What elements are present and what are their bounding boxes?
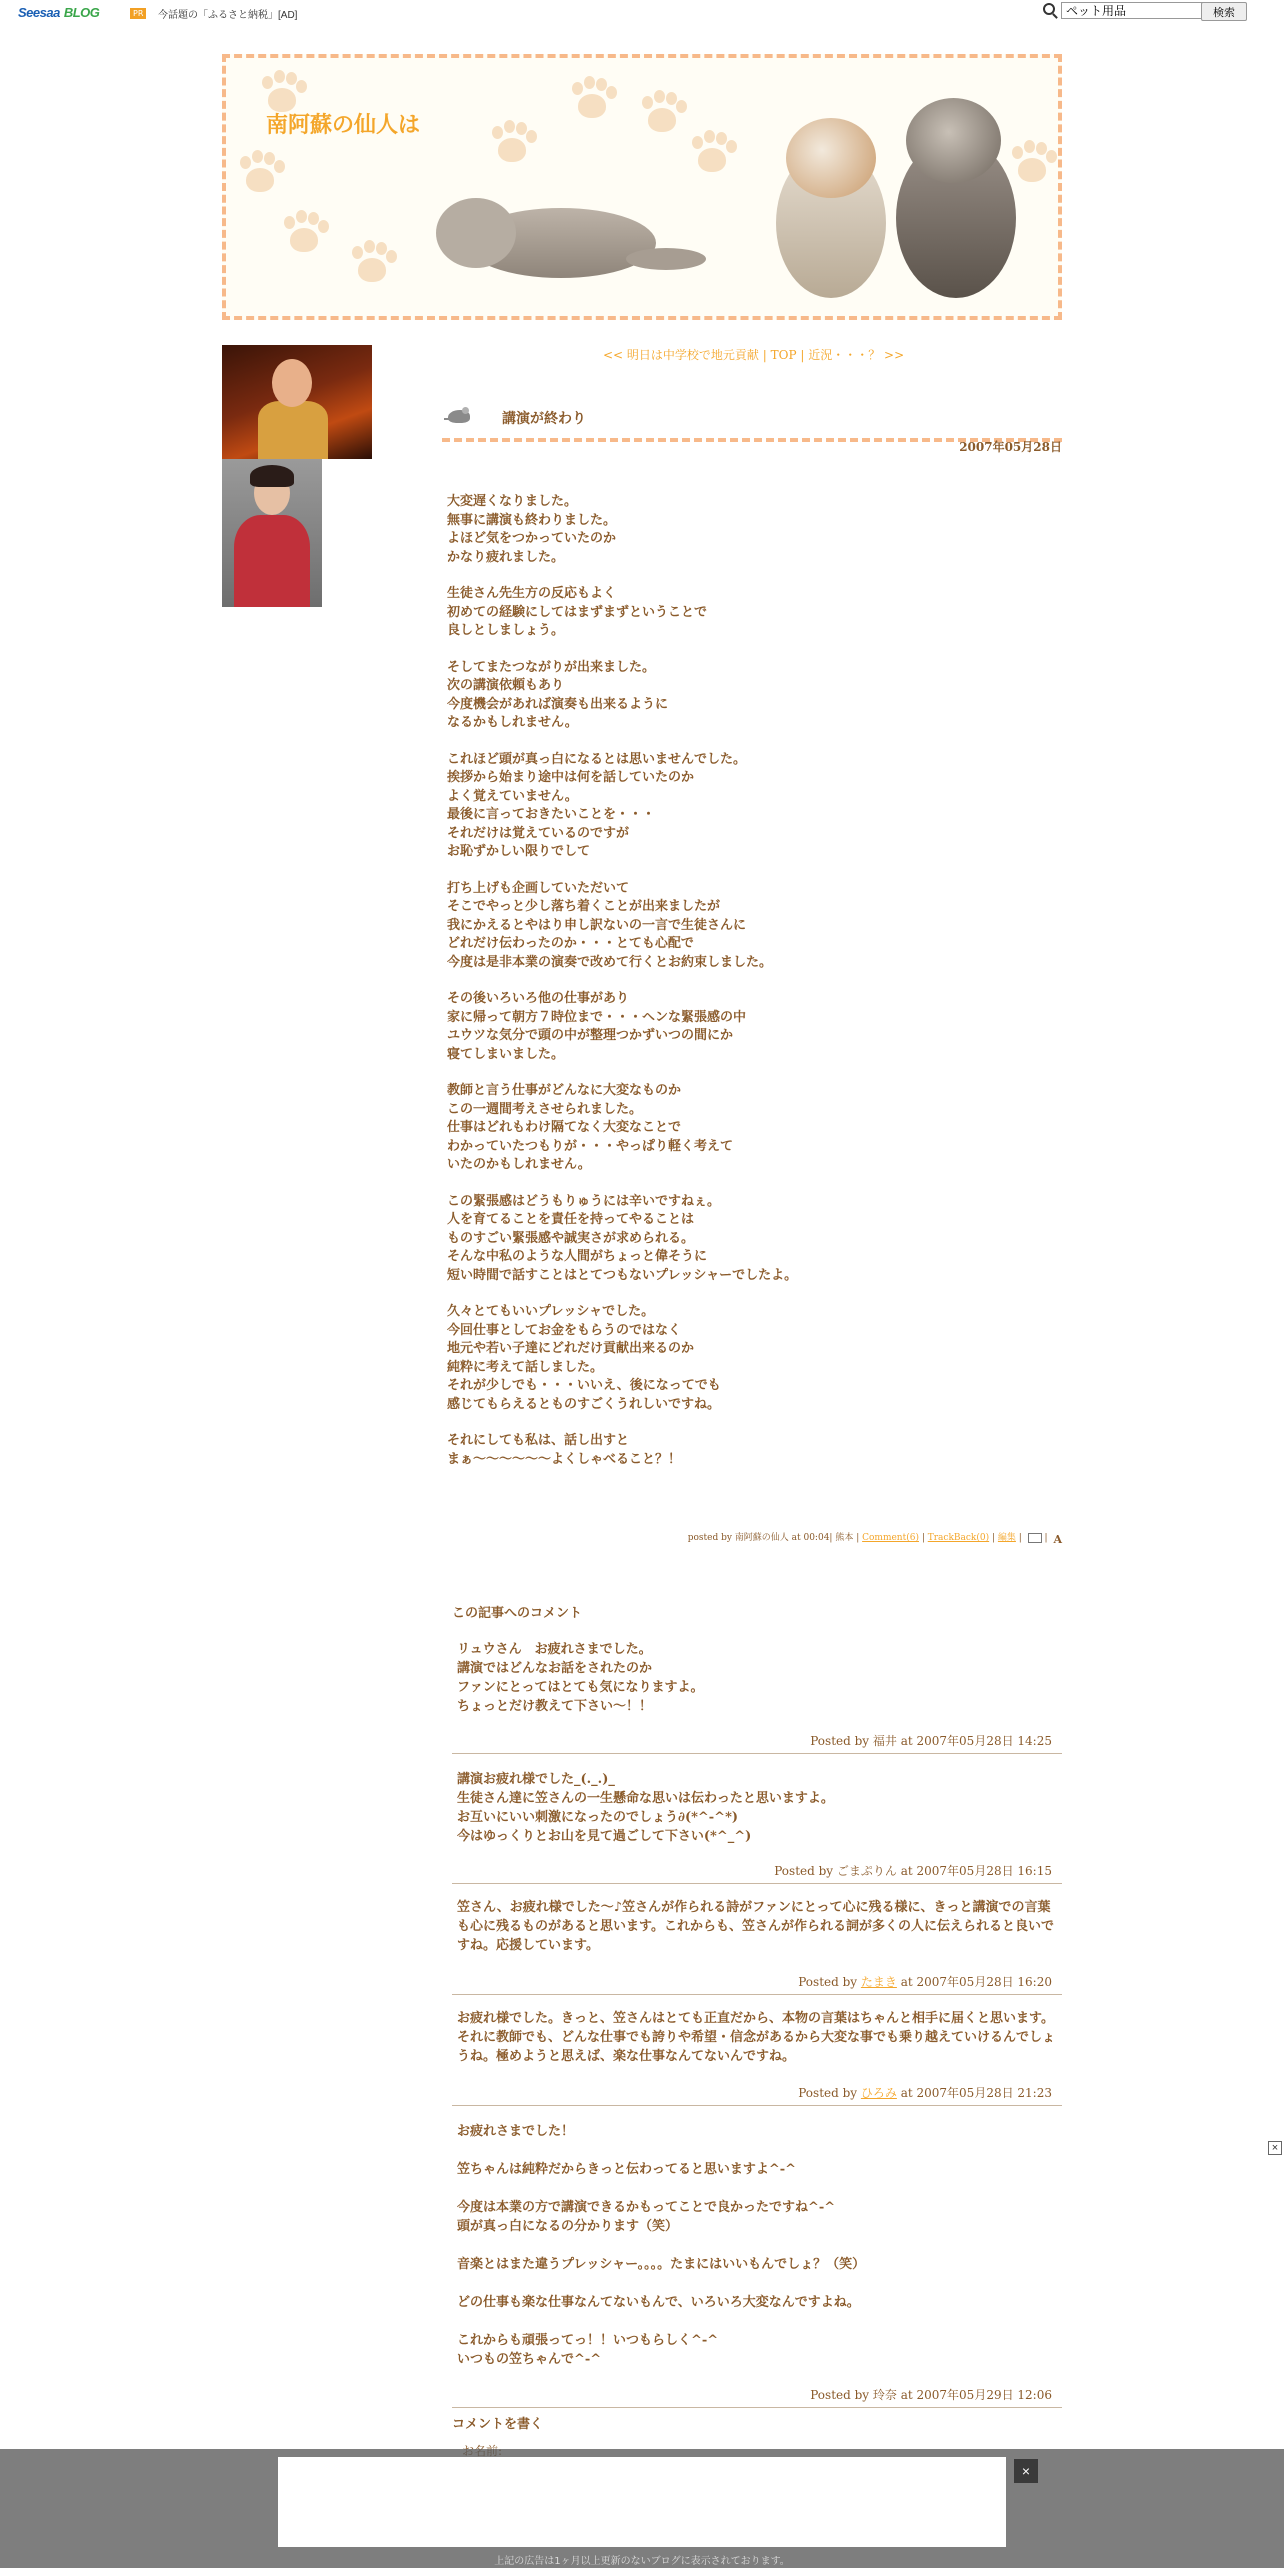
entry-paragraph: その後いろいろ他の仕事があり 家に帰って朝方７時位まで・・・ヘンな緊張感の中 ユウツな気分で頭の中が整理つかずいつの間にか 寝てしまいました。 bbox=[447, 991, 747, 1062]
paw-print-icon bbox=[278, 208, 330, 260]
paw-print-icon bbox=[566, 74, 618, 126]
ad-notice-text: 上記の広告は1ヶ月以上更新のないブログに表示されております。 bbox=[494, 2556, 790, 2567]
comment-author: 玲奈 bbox=[872, 2388, 897, 2402]
search-button[interactable]: 検索 bbox=[1201, 2, 1247, 21]
entry-paragraph: それにしても私は、話し出すと まぁ～～～～～～よくしゃべること？！ bbox=[447, 1433, 682, 1467]
search-icon bbox=[1043, 3, 1055, 15]
comment-count-link[interactable]: Comment(6) bbox=[862, 1533, 919, 1543]
comment-body: 講演お疲れ様でした_(._.)_ 生徒さん達に笠さんの一生懸命な思いは伝わったと思いますよ。 お互いにいい刺激になったのでしょう∂(*^-^*) 今はゆっくりとお山を見て過ごして下さい(*^_^) bbox=[457, 1772, 834, 1844]
sleeping-kitten-image bbox=[426, 178, 706, 288]
profile-photo-portrait bbox=[222, 459, 322, 607]
bottom-ad-overlay bbox=[0, 2449, 1284, 2568]
entry-body bbox=[447, 493, 1047, 1487]
bookmark-icon[interactable] bbox=[1028, 1533, 1042, 1543]
next-entry-link[interactable]: 近況・・・？ >> bbox=[808, 348, 905, 362]
header-banner bbox=[222, 54, 1062, 320]
entry-navigation: << 明日は中学校で地元貢献 | TOP | 近況・・・？ >> bbox=[603, 348, 905, 362]
entry-title[interactable]: 講演が終わり bbox=[502, 411, 586, 427]
comment-divider bbox=[452, 1753, 1062, 1754]
top-link[interactable]: TOP bbox=[770, 348, 797, 362]
comment-meta: Posted by ひろみ at 2007年05月28日 21:23 bbox=[798, 2086, 1052, 2100]
paw-print-icon bbox=[686, 128, 738, 180]
entry-paragraph: これほど頭が真っ白になるとは思いませんでした。 挨拶から始まり途中は何を話していたのか よく覚えていません。 最後に言っておきたいことを・・・ それだけは覚えているのですが お恥ずかしい限りでして bbox=[447, 751, 747, 859]
ad-banner-slot[interactable] bbox=[278, 2457, 1006, 2547]
paw-print-icon bbox=[486, 118, 538, 170]
entry-footer: posted by 南阿蘇の仙人 at 00:04| 熊本 | Comment(6) | TrackBack(0) | 編集 | | A bbox=[687, 1532, 1062, 1546]
seesaa-blog-logo[interactable]: Seesaa BLOG bbox=[18, 5, 100, 20]
blog-title[interactable]: 南阿蘇の仙人は bbox=[266, 112, 421, 138]
posted-by-text: posted by 南阿蘇の仙人 at 00:04 bbox=[687, 1533, 830, 1543]
side-ad-close-icon[interactable]: × bbox=[1268, 2141, 1282, 2155]
entry-title-row bbox=[442, 400, 1062, 442]
trackback-link[interactable]: TrackBack(0) bbox=[927, 1533, 990, 1543]
edit-link[interactable]: 編集 bbox=[997, 1533, 1016, 1543]
comment-body: お疲れさまでした！ 笠ちゃんは純粋だからきっと伝わってると思いますよ^-^ 今度は本業の方で講演できるかもってことで良かったですね^-^ 頭が真っ白になるの分かります（笑） 音楽とはまた違うプレッシャー。。。。たまにはいいもんでしょ？（笑） どの仕事も楽な仕事なんてないもんで、いろいろ大変なんですよね。 これからも頑張ってっ！！いつもらしく^-^ いつもの笠ちゃんで^-^ bbox=[457, 2124, 866, 2367]
ad-close-icon[interactable]: × bbox=[1014, 2459, 1038, 2483]
comment-divider bbox=[452, 1883, 1062, 1884]
entry-paragraph: この緊張感はどうもりゅうには辛いですねぇ。 人を育てることを責任を持ってやることは ものすごい緊張感や誠実さが求められる。 そんな中私のような人間がちょっと偉そうに 短い時間で話すことはとてつもないプレッシャーでしたよ。 bbox=[447, 1193, 798, 1283]
entry-paragraph: 大変遅くなりました。 無事に講演も終わりました。 よほど気をつかっていたのか かなり疲れました。 bbox=[447, 494, 617, 565]
comment-meta: Posted by 福井 at 2007年05月28日 14:25 bbox=[810, 1734, 1052, 1748]
profile-photo-drummer bbox=[222, 345, 372, 459]
entry-paragraph: 久々とてもいいプレッシャでした。 今回仕事としてお金をもらうのではなく 地元や若い子達にどれだけ貢献出来るのか 純粋に考えて話しました。 それが少しでも・・・いいえ、後になってでも 感じてもらえるとものすごくうれしいですね。 bbox=[447, 1304, 721, 1412]
comment-meta: Posted by たまき at 2007年05月28日 16:20 bbox=[798, 1975, 1052, 1989]
comments-heading: この記事へのコメント bbox=[452, 1606, 583, 1621]
comment-divider bbox=[452, 2105, 1062, 2106]
search-input[interactable] bbox=[1061, 2, 1207, 19]
prev-entry-link[interactable]: << 明日は中学校で地元貢献 bbox=[603, 348, 759, 362]
font-size-icon[interactable]: A bbox=[1053, 1532, 1062, 1546]
kittens-image bbox=[756, 88, 1036, 308]
comment-author: 福井 bbox=[872, 1734, 897, 1748]
comment-body: リュウさん お疲れさまでした。 講演ではどんなお話をされたのか ファンにとってはとても気になりますよ。 ちょっとだけ教えて下さい～！！ bbox=[457, 1642, 704, 1714]
write-comment-heading: コメントを書く bbox=[452, 2417, 544, 2432]
entry-paragraph: 教師と言う仕事がどんなに大変なものか この一週間考えさせられました。 仕事はどれもわけ隔てなく大変なことで わかっていたつもりが・・・やっぱり軽く考えて いたのかもしれません。 bbox=[447, 1083, 734, 1172]
comment-body: お疲れ様でした。きっと、笠さんはとても正直だから、本物の言葉はちゃんと相手に届くと思います。それに教師でも、どんな仕事でも誇りや希望・信念があるから大変な事でも乗り越えていけるんでしょうね。極めようと思えば、楽な仕事なんてないんですね。 bbox=[457, 2011, 1056, 2064]
entry-date: 2007年05月28日 bbox=[959, 440, 1062, 454]
comment-divider bbox=[452, 2407, 1062, 2408]
comment-body: 笠さん、お疲れ様でした～♪笠さんが作られる詩がファンにとって心に残る様に、きっと講演での言葉も心に残るものがあると思います。これからも、笠さんが作られる詞が多くの人に伝えられると良いですね。応援しています。 bbox=[457, 1900, 1054, 1953]
comment-author: ごまぷりん bbox=[836, 1864, 897, 1878]
paw-print-icon bbox=[636, 88, 688, 140]
top-bar bbox=[0, 0, 1284, 28]
ad-link[interactable]: 今話題の「ふるさと納税」[AD] bbox=[158, 10, 298, 21]
paw-print-icon bbox=[346, 238, 398, 290]
comment-divider bbox=[452, 1994, 1062, 1995]
comment-meta: Posted by 玲奈 at 2007年05月29日 12:06 bbox=[810, 2388, 1052, 2402]
paw-print-icon bbox=[256, 68, 308, 120]
entry-paragraph: そしてまたつながりが出来ました。 次の講演依頼もあり 今度機会があれば演奏も出来るように なるかもしれません。 bbox=[447, 659, 669, 730]
pr-badge: PR bbox=[130, 8, 146, 19]
comment-author-link[interactable]: たまき bbox=[860, 1975, 897, 1989]
comment-meta: Posted by ごまぷりん at 2007年05月28日 16:15 bbox=[774, 1864, 1052, 1878]
comment-author-link[interactable]: ひろみ bbox=[860, 2086, 897, 2100]
mouse-icon bbox=[444, 406, 474, 424]
paw-print-icon bbox=[234, 148, 286, 200]
entry-paragraph: 生徒さん先生方の反応もよく 初めての経験にしてはまずまずということで 良しとしましょう。 bbox=[447, 586, 708, 638]
category-link[interactable]: 熊本 bbox=[835, 1533, 854, 1543]
entry-paragraph: 打ち上げも企画していただいて そこでやっと少し落ち着くことが出来ましたが 我にかえるとやはり申し訳ないの一言で生徒さんに どれだけ伝わったのか・・・とても心配で 今度は是非本業の演奏で改めて行くとお約束しました。 bbox=[447, 880, 773, 970]
